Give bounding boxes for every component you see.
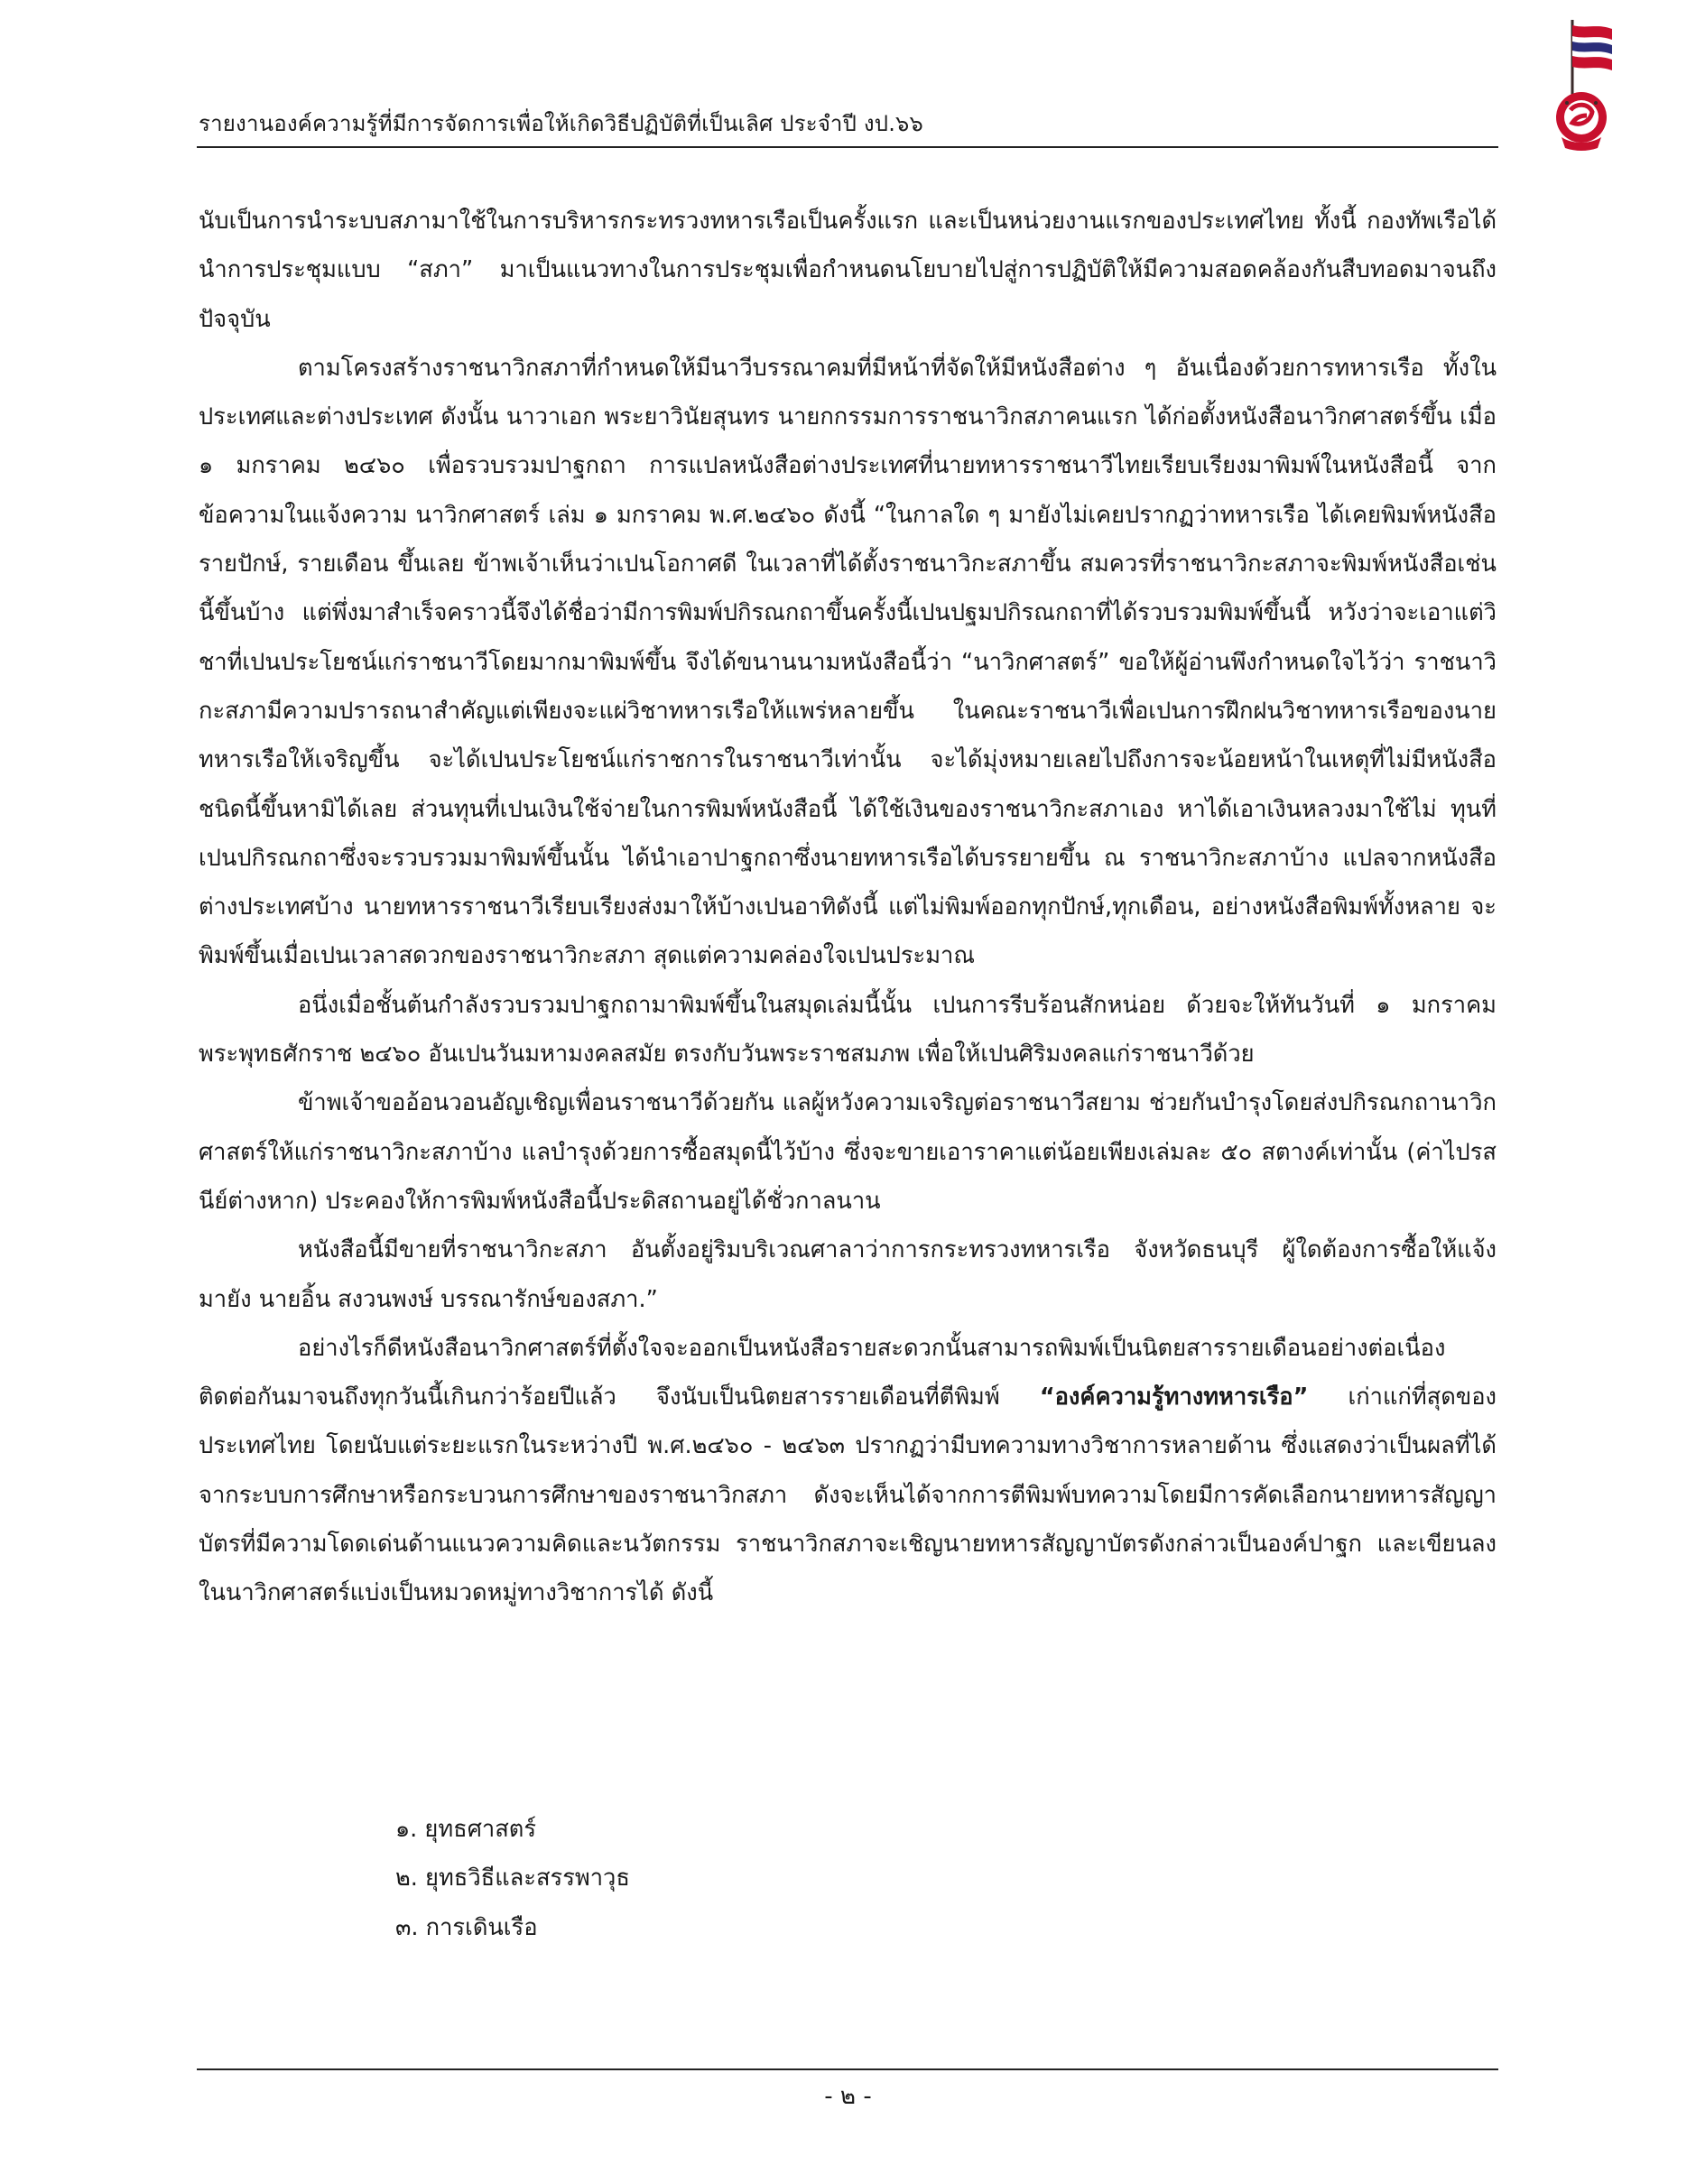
page-header [199,101,1498,146]
list-item: ๑. ยุทธศาสตร์ [395,1816,537,1843]
paragraph: นับเป็นการนำระบบสภามาใช้ในการบริหารกระทรวงทหารเรือเป็นครั้งแรก และเป็นหน่วยงานแรกของประเทศไทย ทั้งนี้ กองทัพเรือได้นำการประชุมแบบ “สภา” มาเป็นแนวทางในการประชุมเพื่อกำหนดนโยบายไปสู่การปฏิบัติให้มีความสอดคล้องกันสืบทอดมาจนถึงปัจจุบัน [199,208,1497,333]
emphasized-title: “องค์ความรู้ทางทหารเรือ” [1039,1384,1309,1411]
paragraph-text: เก่าแก่ที่สุดของประเทศไทย โดยนับแต่ระยะแรกในระหว่างปี พ.ศ.๒๔๖๐ - ๒๔๖๓ ปรากฏว่ามีบทความทางวิชาการหลายด้าน ซึ่งแสดงว่าเป็นผลที่ได้จากระบบการศึกษาหรือกระบวนการศึกษาของราชนาวิกสภา ดังจะเห็นได้จากการตีพิมพ์บทความโดยมีการคัดเลือกนายทหารสัญญาบัตรที่มีความโดดเด่นด้านแนวความคิดและนวัตกรรม ราชนาวิกสภาจะเชิญนายทหารสัญญาบัตรดังกล่าวเป็นองค์ปาฐก และเขียนลงในนาวิกศาสตร์แบ่งเป็นหมวดหมู่ทางวิชาการได้ ดังนี้ [199,1384,1497,1607]
list-item: ๒. ยุทธวิธีและสรรพาวุธ [395,1865,630,1892]
paragraph: อนึ่งเมื่อชั้นต้นกำลังรวบรวมปาฐกถามาพิมพ์ขึ้นในสมุดเล่มนี้นั้น เปนการรีบร้อนสักหน่อย ด้วยจะให้ทันวันที่ ๑ มกราคม พระพุทธศักราช ๒๔๖๐ อันเปนวันมหามงคลสมัย ตรงกับวันพระราชสมภพ เพื่อให้เปนศิริมงคลแก่ราชนาวีด้วย [199,991,1497,1069]
header-title: รายงานองค์ความรู้ที่มีการจัดการเพื่อให้เกิดวิธีปฏิบัติที่เป็นเลิศ ประจำปี งป.๖๖ [199,111,923,136]
list-item: ๓. การเดินเรือ [395,1913,538,1941]
page-number: - ๒ - [824,2083,872,2110]
paragraph: ข้าพเจ้าขออ้อนวอนอัญเชิญเพื่อนราชนาวีด้วยกัน แลผู้หวังความเจริญต่อราชนาวีสยาม ช่วยกันบำรุงโดยส่งปกิรณกถานาวิกศาสตร์ให้แก่ราชนาวิกะสภาบ้าง แลบำรุงด้วยการซื้อสมุดนี้ไว้บ้าง ซึ่งจะขายเอาราคาแต่น้อยเพียงเล่มละ ๕๐ สตางค์เท่านั้น (ค่าไปรสนีย์ต่างหาก) ประคองให้การพิมพ์หนังสือนี้ประดิสถานอยู่ได้ชั่วกาลนาน [199,1089,1497,1215]
document-body [199,197,1497,1618]
header-divider [197,146,1498,148]
category-list [395,1805,630,1952]
paragraph: ตามโครงสร้างราชนาวิกสภาที่กำหนดให้มีนาวีบรรณาคมที่มีหน้าที่จัดให้มีหนังสือต่าง ๆ อันเนื่องด้วยการทหารเรือ ทั้งในประเทศและต่างประเทศ ดังนั้น นาวาเอก พระยาวินัยสุนทร นายกกรรมการราชนาวิกสภาคนแรก ได้ก่อตั้งหนังสือนาวิกศาสตร์ขึ้น เมื่อ ๑ มกราคม ๒๔๖๐ เพื่อรวบรวมปาฐกถา การแปลหนังสือต่างประเทศที่นายทหารราชนาวีไทยเรียบเรียงมาพิมพ์ในหนังสือนี้ จากข้อความในแจ้งความ นาวิกศาสตร์ เล่ม ๑ มกราคม พ.ศ.๒๔๖๐ ดังนี้ “ในกาลใด ๆ มายังไม่เคยปรากฏว่าทหารเรือ ได้เคยพิมพ์หนังสือรายปักษ์, รายเดือน ขึ้นเลย ข้าพเจ้าเห็นว่าเปนโอกาศดี ในเวลาที่ได้ตั้งราชนาวิกะสภาขึ้น สมควรที่ราชนาวิกะสภาจะพิมพ์หนังสือเช่นนี้ขึ้นบ้าง แต่พึ่งมาสำเร็จคราวนี้จึงได้ชื่อว่ามีการพิมพ์ปกิรณกถาขึ้นครั้งนี้เปนปฐมปกิรณกถาที่ได้รวบรวมพิมพ์ขึ้นนี้ หวังว่าจะเอาแต่วิชาที่เปนประโยชน์แก่ราชนาวีโดยมากมาพิมพ์ขึ้น จึงได้ขนานนามหนังสือนี้ว่า “นาวิกศาสตร์” ขอให้ผู้อ่านพึงกำหนดใจไว้ว่า ราชนาวิกะสภามีความปรารถนาสำคัญแต่เพียงจะแผ่วิชาทหารเรือให้แพร่หลายขึ้น ในคณะราชนาวีเพื่อเปนการฝึกฝนวิชาทหารเรือของนายทหารเรือให้เจริญขึ้น จะได้เปนประโยชน์แก่ราชการในราชนาวีเท่านั้น จะได้มุ่งหมายเลยไปถึงการจะน้อยหน้าในเหตุที่ไม่มีหนังสือชนิดนี้ขึ้นหามิได้เลย ส่วนทุนที่เปนเงินใช้จ่ายในการพิมพ์หนังสือนี้ ได้ใช้เงินของราชนาวิกะสภาเอง หาได้เอาเงินหลวงมาใช้ไม่ ทุนที่เปนปกิรณกถาซึ่งจะรวบรวมมาพิมพ์ขึ้นนั้น ได้นำเอาปาฐกถาซึ่งนายทหารเรือได้บรรยายขึ้น ณ ราชนาวิกะสภาบ้าง แปลจากหนังสือต่างประเทศบ้าง นายทหารราชนาวีเรียบเรียงส่งมาให้บ้างเปนอาทิดังนี้ แต่ไม่พิมพ์ออกทุกปักษ์,ทุกเดือน, อย่างหนังสือพิมพ์ทั้งหลาย จะพิมพ์ขึ้นเมื่อเปนเวลาสดวกของราชนาวิกะสภา สุดแต่ความคล่องใจเปนประมาณ [199,354,1497,970]
paragraph-text: อย่างไรก็ดีหนังสือนาวิกศาสตร์ที่ตั้งใจจะออกเป็นหนังสือรายสะดวกนั้นสามารถพิมพ์เป็นนิตยสารรายเดือนอย่างต่อเนื่องติดต่อกันมาจนถึงทุกวันนี้เกินกว่าร้อยปีแล้ว จึงนับเป็นนิตยสารรายเดือนที่ตีพิมพ์ [199,1334,1446,1411]
paragraph: หนังสือนี้มีขายที่ราชนาวิกะสภา อันตั้งอยู่ริมบริเวณศาลาว่าการกระทรวงทหารเรือ จังหวัดธนบุรี ผู้ใดต้องการซื้อให้แจ้งมายัง นายอิ้น สงวนพงษ์ บรรณารักษ์ของสภา.” [199,1236,1497,1313]
paragraph [199,1324,1497,1618]
navy-flag-emblem-icon [1545,16,1619,152]
footer-divider [197,2068,1498,2070]
